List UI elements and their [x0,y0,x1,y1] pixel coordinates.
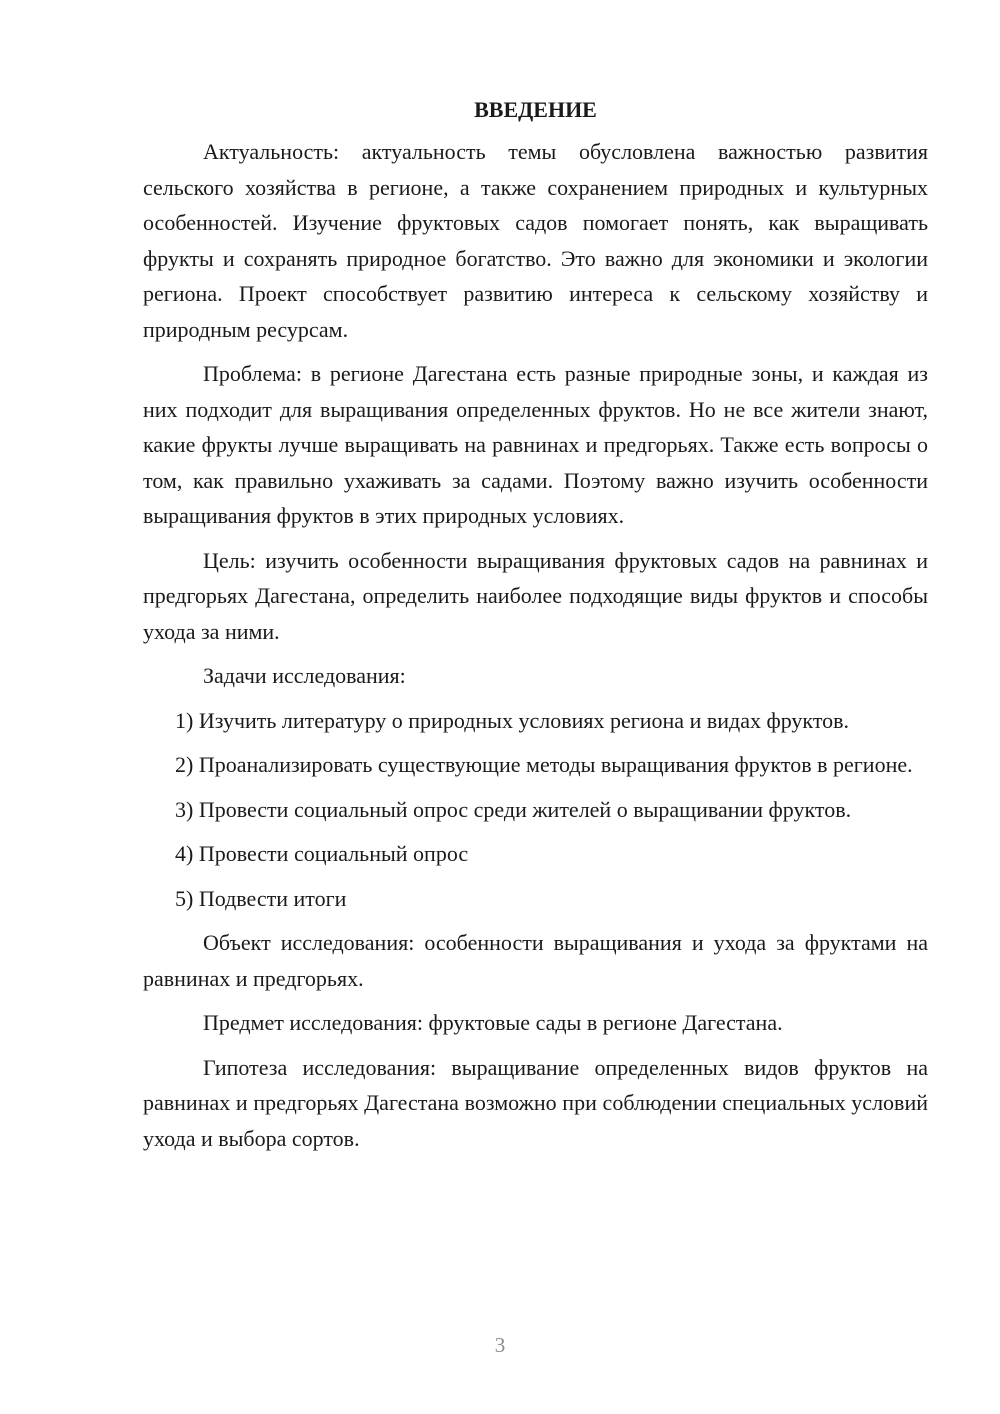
tasks-heading: Задачи исследования: [203,663,406,688]
object-paragraph: Объект исследования: особенности выращивания и ухода за фруктами на равнинах и предгорьях. [143,930,928,991]
hypothesis-paragraph: Гипотеза исследования: выращивание определенных видов фруктов на равнинах и предгорьях Дагестана возможно при соблюдении специальных условий ухода и выбора сортов. [143,1054,928,1151]
task-item: 4) Провести социальный опрос [175,841,469,866]
task-item: 5) Подвести итоги [175,885,347,911]
subject-paragraph: Предмет исследования: фруктовые сады в регионе Дагестана. [203,1010,783,1035]
relevance-paragraph: Актуальность: актуальность темы обусловлена важностью развития сельского хозяйства в регионе, а также сохранением природных и культурных особенностей. Изучение фруктовых садов помогает понять, как выращивать фрукты и сохранять природное богатство. Это важно для экономики и экологии региона. Проект способствует развитию интереса к сельскому хозяйству и природным ресурсам. [143,139,928,342]
task-item: 2) Проанализировать существующие методы выращивания фруктов в регионе. [175,752,913,777]
document-page [143,92,928,1156]
goal-paragraph: Цель: изучить особенности выращивания фруктовых садов на равнинах и предгорьях Дагестана, определить наиболее подходящие виды фруктов и способы ухода за ними. [143,547,928,644]
page-number: 3 [494,1333,506,1357]
section-title: ВВЕДЕНИЕ [474,97,597,122]
problem-paragraph: Проблема: в регионе Дагестана есть разные природные зоны, и каждая из них подходит для выращивания определенных фруктов. Но не все жители знают, какие фрукты лучше выращивать на равнинах и предгорьях. Также есть вопросы о том, как правильно ухаживать за садами. Поэтому важно изучить особенности выращивания фруктов в этих природных условиях. [143,361,928,528]
task-item: 3) Провести социальный опрос среди жителей о выращивании фруктов. [175,796,852,822]
task-item: 1) Изучить литературу о природных условиях региона и видах фруктов. [175,707,850,733]
